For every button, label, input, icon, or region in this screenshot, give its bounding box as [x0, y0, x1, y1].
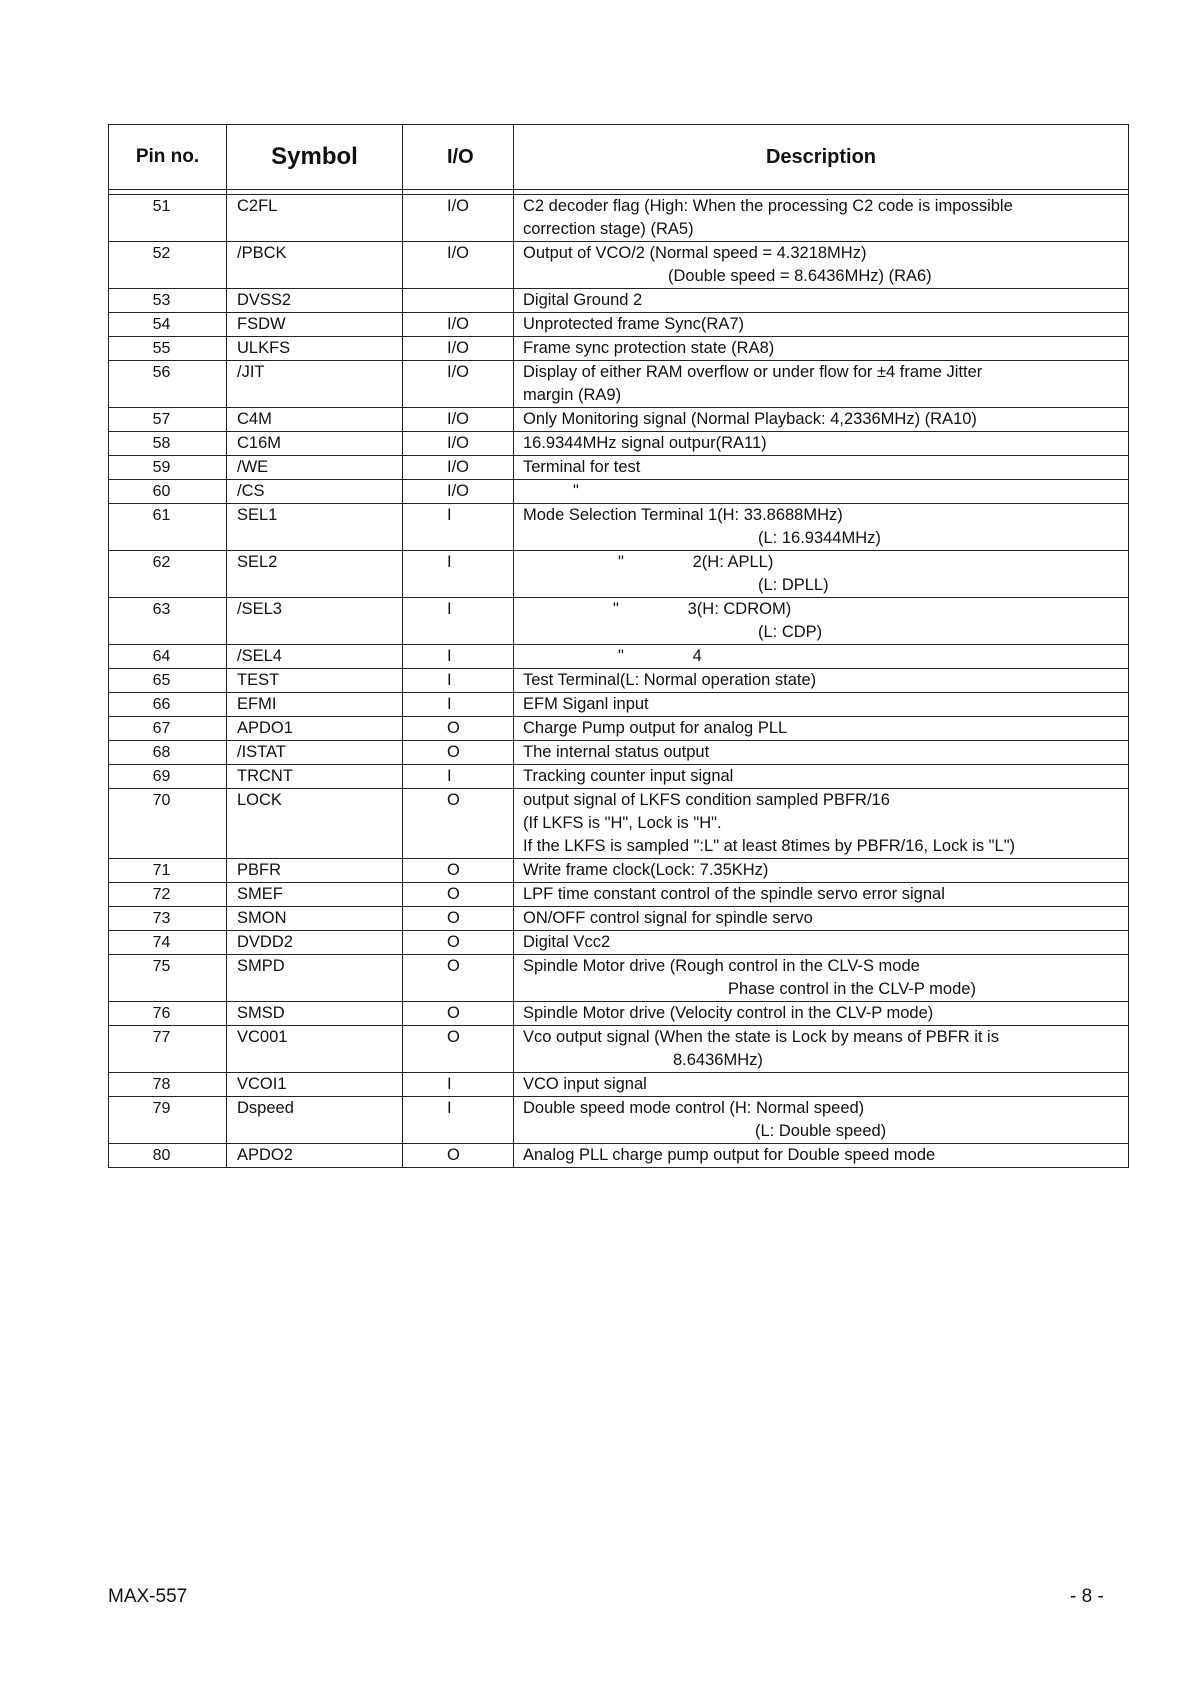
footer-page-number: - 8 -	[1070, 1586, 1104, 1607]
pin-number: 77	[109, 1026, 227, 1073]
pin-description	[514, 551, 1129, 598]
table-row	[109, 789, 1129, 859]
pin-symbol: TEST	[227, 669, 403, 693]
table-row	[109, 1097, 1129, 1144]
pin-io: I	[403, 551, 514, 598]
pin-io: I	[403, 1073, 514, 1097]
pin-number: 73	[109, 907, 227, 931]
pin-io: I	[403, 598, 514, 645]
pin-number: 55	[109, 337, 227, 361]
pin-number: 79	[109, 1097, 227, 1144]
table-row	[109, 883, 1129, 907]
pin-description	[514, 1002, 1129, 1026]
pin-symbol: Dspeed	[227, 1097, 403, 1144]
pin-io: O	[403, 931, 514, 955]
description-line: (L: CDP)	[758, 623, 823, 641]
pin-symbol: C16M	[227, 432, 403, 456]
table-row	[109, 693, 1129, 717]
table-row	[109, 1144, 1129, 1168]
pin-number: 65	[109, 669, 227, 693]
header-io: I/O	[403, 125, 514, 190]
pin-description	[514, 289, 1129, 313]
table-row	[109, 741, 1129, 765]
table-row	[109, 859, 1129, 883]
table-row	[109, 313, 1129, 337]
pin-number: 66	[109, 693, 227, 717]
pin-description	[514, 907, 1129, 931]
pin-io: I/O	[403, 480, 514, 504]
pin-description	[514, 669, 1129, 693]
pin-io: O	[403, 1002, 514, 1026]
pin-number: 64	[109, 645, 227, 669]
description-line: output signal of LKFS condition sampled PBFR/16	[523, 791, 890, 809]
pin-io: I/O	[403, 337, 514, 361]
pin-number: 76	[109, 1002, 227, 1026]
header-description: Description	[514, 125, 1129, 190]
pin-io: I	[403, 765, 514, 789]
pin-io: I/O	[403, 313, 514, 337]
pin-number: 59	[109, 456, 227, 480]
pin-symbol: VC001	[227, 1026, 403, 1073]
description-line: Vco output signal (When the state is Lock by means of PBFR it is	[523, 1028, 999, 1046]
pin-io: O	[403, 883, 514, 907]
table-row	[109, 1073, 1129, 1097]
table-row	[109, 669, 1129, 693]
pin-number: 60	[109, 480, 227, 504]
description-line: Frame sync protection state (RA8)	[523, 339, 775, 357]
description-line: Tracking counter input signal	[523, 767, 734, 785]
pin-io: O	[403, 955, 514, 1002]
pin-description	[514, 693, 1129, 717]
pin-description	[514, 789, 1129, 859]
table-row	[109, 289, 1129, 313]
pin-description	[514, 1026, 1129, 1073]
description-line: " 3(H: CDROM)	[613, 600, 792, 618]
pin-io: O	[403, 1026, 514, 1073]
pin-description	[514, 1144, 1129, 1168]
table-row	[109, 765, 1129, 789]
pin-io: I	[403, 669, 514, 693]
description-line: Mode Selection Terminal 1(H: 33.8688MHz)	[523, 506, 843, 524]
description-line: Digital Ground 2	[523, 291, 643, 309]
pin-description	[514, 242, 1129, 289]
description-line: Analog PLL charge pump output for Double speed mode	[523, 1146, 936, 1164]
pin-symbol: APDO1	[227, 717, 403, 741]
pin-number: 52	[109, 242, 227, 289]
table-row	[109, 456, 1129, 480]
pin-symbol: EFMI	[227, 693, 403, 717]
table-row	[109, 955, 1129, 1002]
pin-description	[514, 504, 1129, 551]
table-row	[109, 195, 1129, 242]
pin-number: 63	[109, 598, 227, 645]
pin-description	[514, 480, 1129, 504]
description-line: Unprotected frame Sync(RA7)	[523, 315, 745, 333]
pin-description	[514, 408, 1129, 432]
pin-symbol: TRCNT	[227, 765, 403, 789]
pin-symbol: SMON	[227, 907, 403, 931]
table-row	[109, 504, 1129, 551]
pin-symbol: DVSS2	[227, 289, 403, 313]
pin-symbol: SMEF	[227, 883, 403, 907]
pin-symbol: LOCK	[227, 789, 403, 859]
description-line: correction stage) (RA5)	[523, 220, 694, 238]
table-row	[109, 1002, 1129, 1026]
pin-description	[514, 337, 1129, 361]
description-line: Only Monitoring signal (Normal Playback: 4,2336MHz) (RA10)	[523, 410, 977, 428]
pin-symbol: SEL1	[227, 504, 403, 551]
pin-io: O	[403, 717, 514, 741]
pin-description	[514, 931, 1129, 955]
description-line: Display of either RAM overflow or under flow for ±4 frame Jitter	[523, 363, 983, 381]
description-line: Double speed mode control (H: Normal speed)	[523, 1099, 865, 1117]
pin-description	[514, 456, 1129, 480]
description-line: (If LKFS is "H", Lock is "H".	[523, 814, 722, 832]
pin-description	[514, 955, 1129, 1002]
pin-io: O	[403, 1144, 514, 1168]
description-line: (L: DPLL)	[758, 576, 829, 594]
description-line: If the LKFS is sampled ":L" at least 8times by PBFR/16, Lock is "L")	[523, 837, 1016, 855]
pin-description	[514, 765, 1129, 789]
pin-number: 54	[109, 313, 227, 337]
pin-description	[514, 313, 1129, 337]
pin-description	[514, 741, 1129, 765]
pin-symbol: VCOI1	[227, 1073, 403, 1097]
pin-description	[514, 717, 1129, 741]
pin-description-table	[108, 124, 1129, 1168]
pin-number: 68	[109, 741, 227, 765]
pin-io: I/O	[403, 361, 514, 408]
pin-symbol: PBFR	[227, 859, 403, 883]
pin-io: O	[403, 859, 514, 883]
table-row	[109, 361, 1129, 408]
table-row	[109, 242, 1129, 289]
pin-number: 70	[109, 789, 227, 859]
pin-symbol: /CS	[227, 480, 403, 504]
pin-description	[514, 645, 1129, 669]
pin-description	[514, 598, 1129, 645]
pin-symbol: /PBCK	[227, 242, 403, 289]
pin-io: I	[403, 1097, 514, 1144]
pin-number: 74	[109, 931, 227, 955]
pin-symbol: /ISTAT	[227, 741, 403, 765]
table-row	[109, 717, 1129, 741]
description-line: Output of VCO/2 (Normal speed = 4.3218MHz)	[523, 244, 867, 262]
pin-description	[514, 859, 1129, 883]
pin-number: 80	[109, 1144, 227, 1168]
description-line: Terminal for test	[523, 458, 641, 476]
pin-symbol: SMPD	[227, 955, 403, 1002]
description-line: " 4	[618, 647, 702, 665]
pin-number: 78	[109, 1073, 227, 1097]
description-line: margin (RA9)	[523, 386, 622, 404]
description-line: 16.9344MHz signal outpur(RA11)	[523, 434, 767, 452]
description-line: (L: 16.9344MHz)	[758, 529, 881, 547]
pin-description	[514, 195, 1129, 242]
description-line: Digital Vcc2	[523, 933, 611, 951]
pin-io: O	[403, 907, 514, 931]
header-symbol: Symbol	[227, 125, 403, 190]
pin-io: I	[403, 645, 514, 669]
description-line: VCO input signal	[523, 1075, 647, 1093]
table-row	[109, 598, 1129, 645]
table-row	[109, 645, 1129, 669]
pin-description	[514, 883, 1129, 907]
pin-io: O	[403, 741, 514, 765]
pin-io: I	[403, 693, 514, 717]
table-row	[109, 551, 1129, 598]
pin-description	[514, 361, 1129, 408]
description-line: (Double speed = 8.6436MHz) (RA6)	[668, 267, 932, 285]
pin-symbol: C4M	[227, 408, 403, 432]
description-line: LPF time constant control of the spindle servo error signal	[523, 885, 945, 903]
pin-number: 75	[109, 955, 227, 1002]
pin-symbol: ULKFS	[227, 337, 403, 361]
pin-io: I/O	[403, 242, 514, 289]
header-pin-no: Pin no.	[109, 125, 227, 190]
pin-number: 53	[109, 289, 227, 313]
pin-symbol: /JIT	[227, 361, 403, 408]
pin-number: 71	[109, 859, 227, 883]
description-line: EFM Siganl input	[523, 695, 649, 713]
pin-io: I/O	[403, 456, 514, 480]
description-line: (L: Double speed)	[755, 1122, 887, 1140]
pin-number: 62	[109, 551, 227, 598]
pin-io	[403, 289, 514, 313]
pin-io: I/O	[403, 432, 514, 456]
pin-symbol: APDO2	[227, 1144, 403, 1168]
pin-symbol: DVDD2	[227, 931, 403, 955]
table-row	[109, 337, 1129, 361]
description-line: Phase control in the CLV-P mode)	[728, 980, 976, 998]
table-row	[109, 408, 1129, 432]
description-line: Spindle Motor drive (Velocity control in the CLV-P mode)	[523, 1004, 934, 1022]
table-row	[109, 432, 1129, 456]
pin-description	[514, 432, 1129, 456]
pin-number: 57	[109, 408, 227, 432]
pin-description	[514, 1097, 1129, 1144]
pin-number: 72	[109, 883, 227, 907]
description-line: "	[573, 482, 579, 500]
table-row	[109, 1026, 1129, 1073]
table-row	[109, 931, 1129, 955]
pin-number: 61	[109, 504, 227, 551]
pin-symbol: /SEL3	[227, 598, 403, 645]
description-line: Charge Pump output for analog PLL	[523, 719, 788, 737]
pin-symbol: FSDW	[227, 313, 403, 337]
pin-number: 58	[109, 432, 227, 456]
description-line: Write frame clock(Lock: 7.35KHz)	[523, 861, 769, 879]
pin-symbol: /SEL4	[227, 645, 403, 669]
pin-table-container	[108, 124, 1128, 1168]
table-row	[109, 480, 1129, 504]
pin-number: 56	[109, 361, 227, 408]
pin-number: 67	[109, 717, 227, 741]
description-line: The internal status output	[523, 743, 710, 761]
description-line: " 2(H: APLL)	[618, 553, 774, 571]
pin-symbol: SMSD	[227, 1002, 403, 1026]
pin-io: I/O	[403, 195, 514, 242]
pin-io: O	[403, 789, 514, 859]
pin-symbol: /WE	[227, 456, 403, 480]
description-line: ON/OFF control signal for spindle servo	[523, 909, 813, 927]
pin-symbol: C2FL	[227, 195, 403, 242]
description-line: 8.6436MHz)	[673, 1051, 763, 1069]
table-body	[109, 190, 1129, 1168]
pin-number: 69	[109, 765, 227, 789]
pin-symbol: SEL2	[227, 551, 403, 598]
table-header-row	[109, 125, 1129, 190]
pin-io: I/O	[403, 408, 514, 432]
description-line: Spindle Motor drive (Rough control in the CLV-S mode	[523, 957, 920, 975]
pin-description	[514, 1073, 1129, 1097]
pin-number: 51	[109, 195, 227, 242]
description-line: Test Terminal(L: Normal operation state)	[523, 671, 817, 689]
footer-model: MAX-557	[108, 1586, 188, 1607]
table-row	[109, 907, 1129, 931]
pin-io: I	[403, 504, 514, 551]
description-line: C2 decoder flag (High: When the processing C2 code is impossible	[523, 197, 1013, 215]
